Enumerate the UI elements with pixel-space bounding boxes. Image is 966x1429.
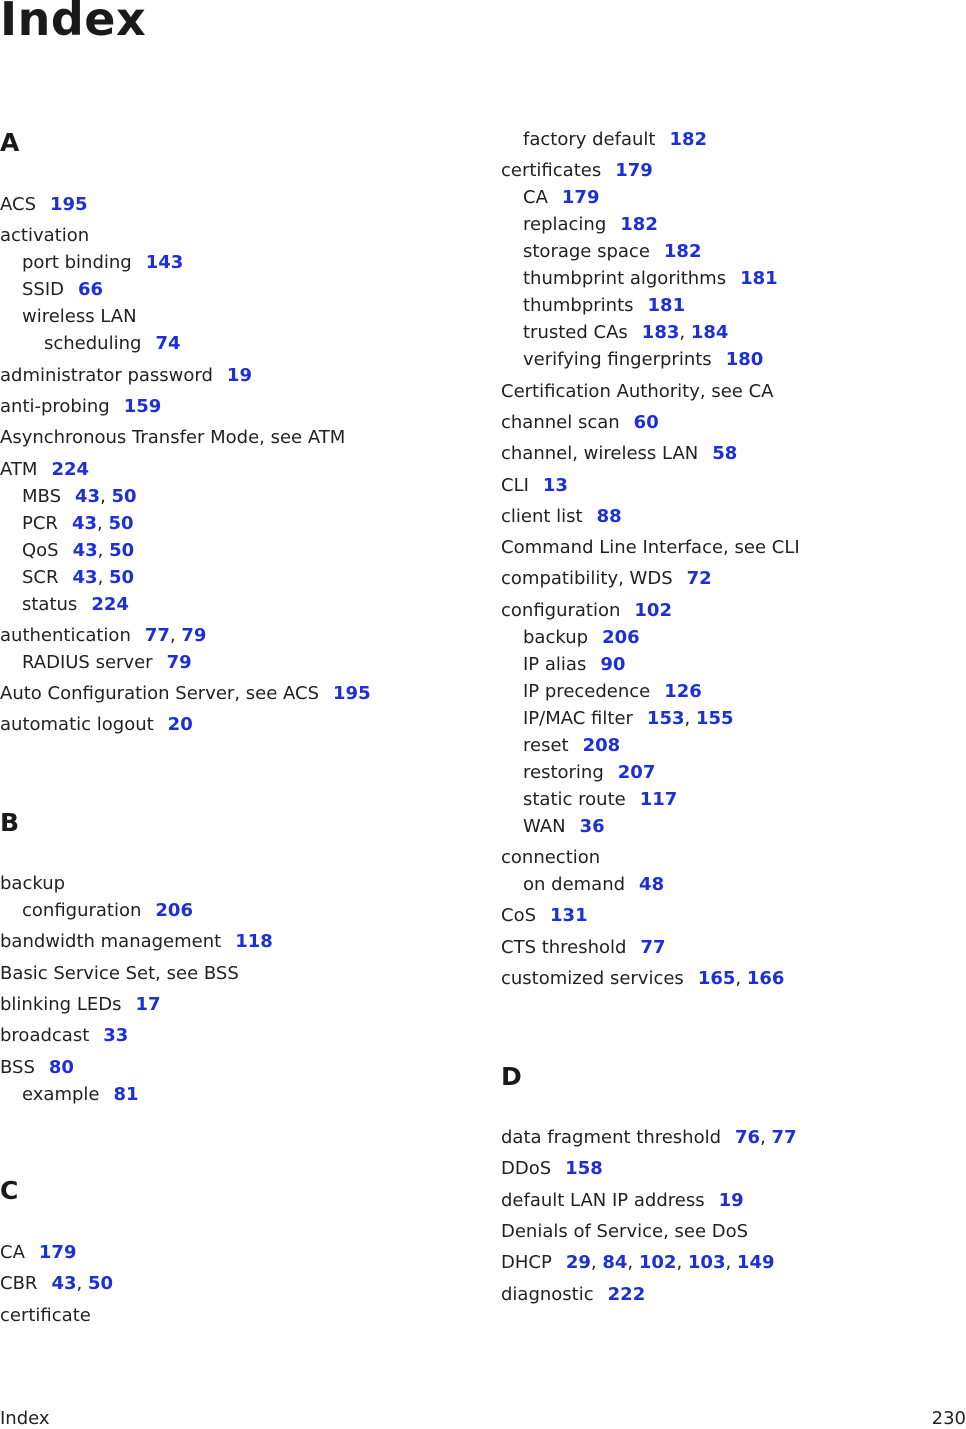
page-references [726,349,764,370]
index-subentry [22,567,134,589]
index-term: MBS [22,485,61,507]
index-entry [0,994,161,1016]
index-subentry [44,333,181,355]
page-link[interactable]: 118 [235,931,273,953]
index-term: CBR [0,1273,38,1295]
page-link[interactable]: 90 [600,653,626,675]
page-separator: , [725,1252,737,1274]
index-entry [0,459,89,481]
page-link[interactable]: 48 [639,874,665,895]
page-link[interactable]: 166 [746,967,785,989]
page-references [235,931,273,952]
index-term: reset [523,734,569,756]
page-link[interactable]: 182 [620,214,658,236]
index-entry [501,381,773,403]
page-link[interactable]: 117 [639,788,678,810]
page-references [135,994,160,1015]
section-letter-c: C [0,1176,19,1205]
index-subentry [22,306,137,328]
page-references [642,322,729,343]
index-entry [0,365,252,387]
index-term: activation [0,225,90,247]
index-term: CA [523,187,548,209]
page-link[interactable]: 77 [144,624,170,646]
page-link[interactable]: 195 [50,194,88,215]
page-link[interactable]: 43 [72,539,98,561]
page-link[interactable]: 43 [51,1273,77,1295]
page-link[interactable]: 222 [607,1283,646,1305]
page-references [620,214,658,235]
index-subentry [523,789,677,811]
index-term: configuration [22,900,142,921]
index-term: QoS [22,539,59,561]
page-link[interactable]: 149 [736,1252,775,1274]
page-link[interactable]: 43 [72,566,98,588]
page-link[interactable]: 153 [646,707,685,729]
page-references [580,816,605,837]
index-entry [501,412,659,434]
page-link[interactable]: 155 [695,707,734,729]
page-link[interactable]: 195 [333,683,371,705]
index-entry [0,194,88,216]
page-link[interactable]: 50 [109,566,135,588]
page-link[interactable]: 206 [155,900,193,921]
index-entry [501,160,653,182]
index-entry [501,1221,748,1243]
page-references [735,1127,797,1148]
index-subentry [523,187,599,209]
index-entry [501,568,712,590]
page-link[interactable]: 181 [740,268,778,290]
index-entry [501,937,666,959]
page-link[interactable]: 19 [226,364,252,386]
page-link[interactable]: 66 [78,279,104,301]
page-link[interactable]: 72 [686,568,712,590]
index-entry [0,714,193,736]
index-term: Asynchronous Transfer Mode, see ATM [0,427,346,449]
page-separator: , [735,967,747,989]
index-entry [501,537,800,559]
index-entry [0,1242,76,1264]
index-entry [501,1127,797,1149]
index-subentry [523,816,605,838]
page-link[interactable]: 74 [155,333,181,355]
index-term: WAN [523,815,566,837]
index-entry [0,396,161,418]
page-link[interactable]: 182 [669,129,708,150]
page-separator: , [169,624,182,646]
page-references [664,241,702,262]
index-entry [501,443,737,465]
page-link[interactable]: 224 [91,593,129,615]
index-subentry [523,627,640,649]
page-references [618,762,656,783]
page-references [103,1025,128,1046]
index-term: authentication [0,624,131,646]
page-link[interactable]: 50 [108,512,134,534]
index-entry [501,968,784,990]
index-entry [501,600,672,622]
page-link[interactable]: 88 [596,505,622,527]
page-references [72,513,134,534]
page-link[interactable]: 43 [75,485,101,507]
page-references [608,1284,646,1305]
index-term: example [22,1083,100,1105]
index-entry [0,683,371,705]
page-separator: , [97,566,110,588]
index-term: Auto Configuration Server, see ACS [0,683,320,705]
page-link[interactable]: 79 [181,624,207,646]
index-term: certificates [501,160,602,182]
page-link[interactable]: 50 [109,539,135,561]
page-link[interactable]: 206 [602,626,640,648]
page-link[interactable]: 33 [103,1025,129,1047]
index-term: Command Line Interface, see CLI [501,537,800,559]
index-subentry [523,214,658,236]
page-link[interactable]: 102 [634,599,672,621]
index-subentry [22,900,193,922]
index-term: thumbprints [523,295,634,317]
page-link[interactable]: 179 [561,187,600,209]
page-link[interactable]: 181 [647,295,686,317]
page-references [51,1273,113,1294]
page-references [155,900,193,921]
page-references [562,187,600,208]
index-entry [0,963,239,985]
page-title: Index [0,0,147,46]
index-term: automatic logout [0,714,154,736]
index-subentry [523,681,702,703]
index-entry [0,1273,113,1295]
page-references [634,600,672,621]
page-references [565,1158,603,1179]
index-subentry [523,654,625,676]
index-term: SSID [22,279,65,301]
index-term: configuration [501,599,621,621]
index-term: customized services [501,967,684,989]
page-separator: , [627,1252,639,1274]
index-subentry [523,322,728,344]
index-term: Basic Service Set, see BSS [0,962,239,984]
page-references [333,683,371,704]
index-term: storage space [523,241,650,263]
page-references [73,567,135,588]
page-references [113,1084,138,1105]
page-link[interactable]: 43 [71,512,97,534]
page-references [719,1190,744,1211]
index-term: channel scan [501,411,620,433]
index-term: ACS [0,194,36,215]
page-link[interactable]: 184 [690,322,729,344]
index-entry [501,1190,744,1212]
page-link[interactable]: 131 [550,905,588,927]
index-term: on demand [523,874,626,895]
page-references [639,874,664,895]
index-subentry [22,540,134,562]
index-subentry [523,241,701,263]
index-subentry [523,268,778,290]
index-subentry [523,735,620,757]
page-references [51,459,89,480]
page-link[interactable]: 182 [663,241,702,263]
index-term: certificate [0,1304,91,1326]
page-references [600,654,625,675]
page-link[interactable]: 50 [111,485,137,507]
index-subentry [22,594,129,616]
index-term: backup [523,626,589,648]
index-term: channel, wireless LAN [501,443,699,465]
index-term: CoS [501,905,537,927]
index-term: trusted CAs [523,322,628,344]
page-references [712,443,737,464]
index-entry [501,905,588,927]
page-link[interactable]: 20 [167,714,193,736]
page-separator: , [676,1252,688,1274]
index-term: DHCP [501,1252,552,1274]
index-subentry [22,279,103,301]
page-link[interactable]: 143 [145,252,184,274]
page-separator: , [760,1127,772,1148]
index-term: blinking LEDs [0,993,122,1015]
index-term: BSS [0,1056,35,1078]
page-references [50,194,88,215]
page-separator: , [679,322,691,344]
page-link[interactable]: 207 [617,761,656,783]
index-entry [0,1057,74,1079]
index-term: static route [523,788,626,810]
index-term: scheduling [44,333,142,355]
page-link[interactable]: 50 [87,1273,114,1295]
page-references [740,268,778,289]
page-references [227,365,252,386]
index-term: compatibility, WDS [501,568,673,590]
index-entry [0,427,345,449]
page-link[interactable]: 159 [123,395,162,417]
index-term: CA [0,1242,25,1263]
index-entry [0,1305,91,1327]
page-references [78,279,103,300]
index-term: wireless LAN [22,306,137,328]
page-link[interactable]: 102 [638,1252,677,1274]
index-subentry [523,349,763,371]
page-link[interactable]: 224 [51,458,90,480]
footer-page-number: 230 [931,1408,966,1429]
index-subentry [523,874,664,896]
index-term: data fragment threshold [501,1127,722,1148]
page-link[interactable]: 126 [664,680,702,702]
page-references [167,652,192,673]
section-letter-a: A [0,128,20,157]
index-term: DDoS [501,1158,552,1180]
page-link[interactable]: 80 [48,1056,74,1078]
footer-section-label: Index [0,1408,50,1429]
page-references [648,295,686,316]
index-entry [0,625,206,647]
page-separator: , [100,485,112,507]
index-term: ATM [0,458,38,480]
index-term: backup [0,873,66,894]
index-subentry [22,252,183,274]
page-separator: , [76,1273,88,1295]
index-term: Certification Authority, see CA [501,380,774,402]
page-link[interactable]: 17 [135,993,161,1015]
page-link[interactable]: 103 [687,1252,726,1274]
page-separator: , [97,512,109,534]
index-subentry [523,708,734,730]
page-references [91,594,129,615]
page-link[interactable]: 77 [771,1127,797,1148]
index-entry [501,475,568,497]
page-references [698,968,785,989]
index-entry [501,506,622,528]
page-references [664,681,702,702]
index-subentry [523,762,655,784]
index-term: restoring [523,761,604,783]
page-link[interactable]: 179 [615,160,653,182]
index-term: broadcast [0,1025,90,1047]
index-entry [0,1025,128,1047]
page-link[interactable]: 13 [542,474,568,496]
page-references [543,475,568,496]
index-entry [501,1284,645,1306]
index-term: anti-probing [0,395,110,417]
index-term: diagnostic [501,1283,594,1305]
page-link[interactable]: 36 [579,815,605,837]
page-references [124,396,162,417]
index-term: verifying fingerprints [523,349,712,371]
page-references [73,540,135,561]
page-references [583,735,621,756]
page-link[interactable]: 79 [166,651,192,673]
page-link[interactable]: 84 [602,1252,628,1274]
page-link[interactable]: 60 [633,411,659,433]
page-link[interactable]: 58 [712,443,738,465]
page-link[interactable]: 81 [113,1083,139,1105]
index-term: PCR [22,512,58,534]
index-term: bandwidth management [0,931,222,953]
index-term: Denials of Service, see DoS [501,1220,749,1242]
index-term: replacing [523,214,607,236]
index-entry [0,873,65,895]
page-link[interactable]: 179 [38,1242,77,1263]
index-subentry [22,652,192,674]
page-separator: , [97,539,110,561]
index-term: default LAN IP address [501,1189,705,1211]
section-letter-d: D [501,1062,522,1091]
index-entry [0,225,89,247]
index-entry [501,1158,603,1180]
index-subentry [22,486,137,508]
index-term: connection [501,847,601,868]
page-references [145,625,207,646]
page-references [168,714,193,735]
page-references [647,708,734,729]
page-references [640,937,665,958]
page-references [597,506,622,527]
page-references [49,1057,74,1078]
page-separator: , [684,707,696,729]
page-separator: , [590,1252,603,1274]
page-references [634,412,659,433]
index-term: IP alias [523,653,587,675]
index-term: client list [501,505,583,527]
page-references [687,568,712,589]
page-references [602,627,640,648]
index-term: thumbprint algorithms [523,268,727,290]
index-subentry [22,1084,139,1106]
page-references [155,333,180,354]
page-link[interactable]: 165 [697,967,736,989]
page-references [640,789,678,810]
page-references [550,905,588,926]
page-references [75,486,137,507]
page-link[interactable]: 29 [565,1252,591,1274]
index-subentry [523,129,707,151]
index-term: status [22,593,78,615]
page-references [669,129,707,150]
page-references [566,1252,775,1273]
page-link[interactable]: 180 [725,349,764,371]
page-link[interactable]: 158 [565,1158,603,1180]
index-entry [501,847,600,869]
index-term: CLI [501,474,529,496]
index-subentry [22,513,134,535]
page-link[interactable]: 208 [582,734,621,756]
index-term: administrator password [0,364,213,386]
index-term: RADIUS server [22,651,153,673]
page-references [146,252,184,273]
index-entry [0,931,273,953]
page-references [39,1242,77,1263]
index-term: port binding [22,252,132,274]
section-letter-b: B [0,808,20,837]
index-entry [501,1252,775,1274]
page-references [615,160,653,181]
page-link[interactable]: 183 [641,322,680,344]
index-subentry [523,295,685,317]
page-link[interactable]: 77 [640,936,666,958]
index-term: SCR [22,566,59,588]
index-term: CTS threshold [501,936,627,958]
page-link[interactable]: 76 [735,1127,761,1148]
index-term: IP precedence [523,680,651,702]
index-term: IP/MAC filter [523,707,633,729]
index-term: factory default [523,129,656,150]
page-link[interactable]: 19 [718,1189,744,1211]
